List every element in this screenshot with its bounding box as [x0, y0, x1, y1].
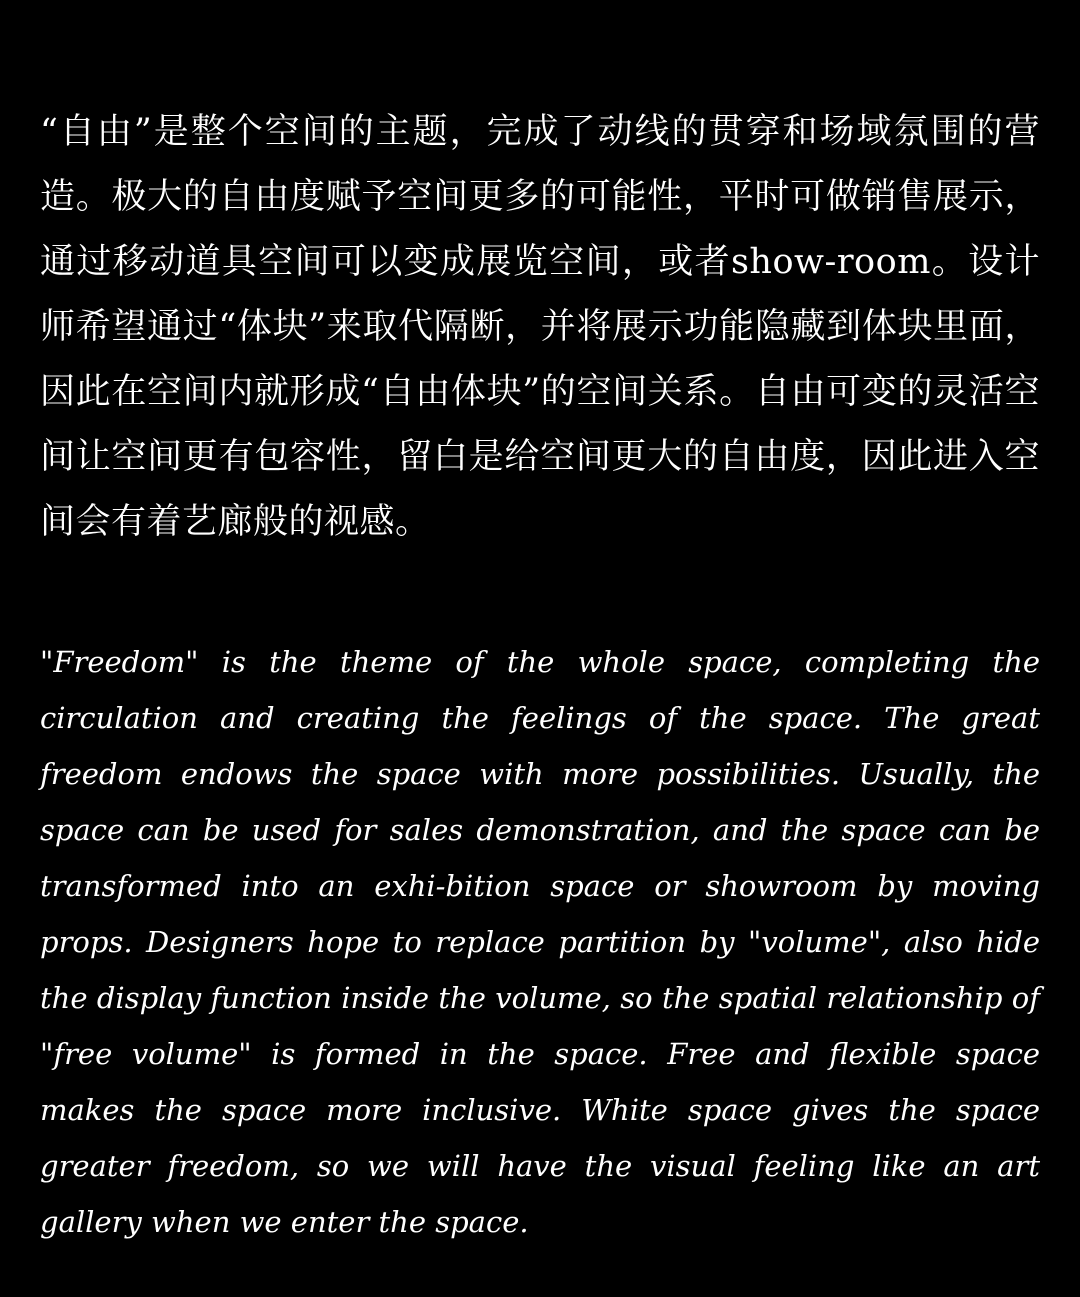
- english-paragraph: "Freedom" is the theme of the whole space, completing the circulation and creating the feelings of the space. The great freedom endows the space with more possibilities. Usually, the space can be used for sales demonstration, and the space can be transformed into an exhi-bition space or showroom by moving props. Designers hope to replace partition by "volume", also hide the display function inside the volume, so the spatial relationship of "free volume" is formed in the space. Free and flexible space makes the space more inclusive. White space gives the space greater freedom, so we will have the visual feeling like an art gallery when we enter the space.: [40, 645, 1040, 1239]
- chinese-paragraph: “自由”是整个空间的主题，完成了动线的贯穿和场域氛围的营造。极大的自由度赋予空间更多的可能性，平时可做销售展示，通过移动道具空间可以变成展览空间，或者show-room。设计师希望通过“体块”来取代隔断，并将展示功能隐藏到体块里面，因此在空间内就形成“自由体块”的空间关系。自由可变的灵活空间让空间更有包容性，留白是给空间更大的自由度，因此进入空间会有着艺廊般的视感。: [40, 112, 1040, 542]
